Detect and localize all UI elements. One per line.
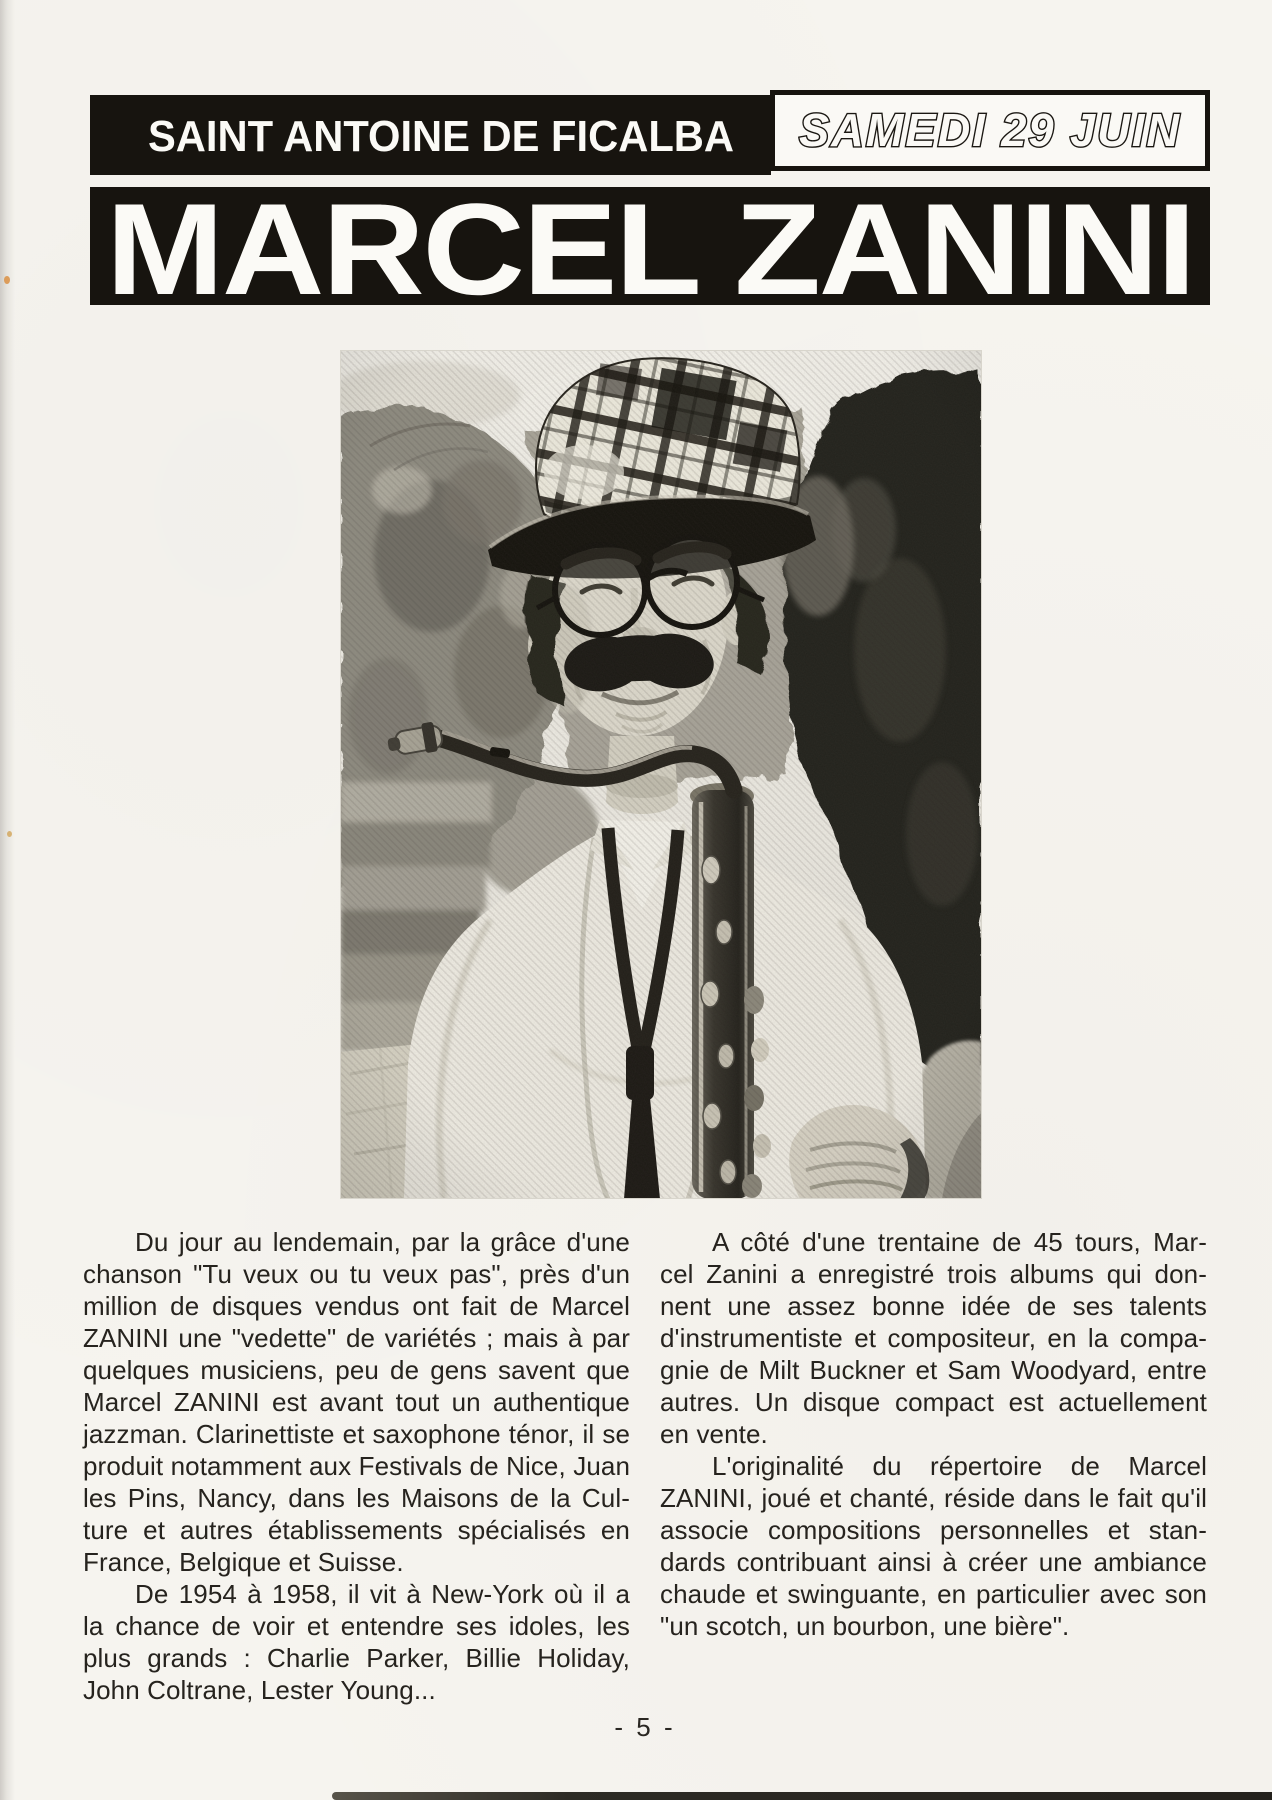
scan-speck (4, 276, 10, 284)
location-banner-text: SAINT ANTOINE DE FICALBA (148, 112, 734, 161)
scan-bottom-edge (332, 1792, 1272, 1800)
headline-banner (90, 187, 1210, 305)
photo-marcel-zanini (340, 350, 982, 1199)
location-banner (90, 95, 771, 175)
date-banner-text: SAMEDI 29 JUIN (799, 104, 1181, 156)
date-banner-box (770, 90, 1210, 171)
photo-grain-overlay (340, 350, 982, 1199)
article-column-left (83, 1226, 630, 1706)
scan-edge-shadow (0, 0, 15, 1800)
paragraph: A côté d'une trentaine de 45 tours, Mar- cel Zanini a enregistré trois albums qui don- nent une assez bonne idée de ses talents d'instrumentiste et compositeur, en la compa- gnie de Milt Buckner et Sam Woodyard, entre autres. Un disque compact est actuellement en vente. (660, 1227, 1207, 1449)
paragraph: De 1954 à 1958, il vit à New-York où il a la chance de voir et entendre ses idoles, les plus grands : Charlie Parker, Billie Holiday, John Coltrane, Lester Young... (83, 1579, 630, 1705)
paragraph: Du jour au lendemain, par la grâce d'une chanson "Tu veux ou tu veux pas", près d'un million de disques vendus ont fait de Marcel ZANINI une "vedette" de variétés ; mais à par quelques musiciens, peu de gens savent que Marcel ZANINI est avant tout un authentique jazzman. Clarinettiste et saxophone ténor, il se produit notamment aux Festivals de Nice, Juan les Pins, Nancy, dans les Maisons de la Cul- ture et autres établissements spécialisés en France, Belgique et Suisse. (83, 1227, 630, 1577)
headline-text: MARCEL ZANINI (106, 187, 1194, 305)
paragraph: L'originalité du répertoire de Marcel ZANINI, joué et chanté, réside dans le fait qu'il associe compositions personnelles et stan- dards contribuant ainsi à créer une ambiance chaude et swinguante, en particulier avec son "un scotch, un bourbon, une bière". (660, 1451, 1207, 1641)
article-column-right (660, 1226, 1207, 1642)
scan-speck (7, 831, 12, 837)
page-number: - 5 - (614, 1712, 676, 1742)
